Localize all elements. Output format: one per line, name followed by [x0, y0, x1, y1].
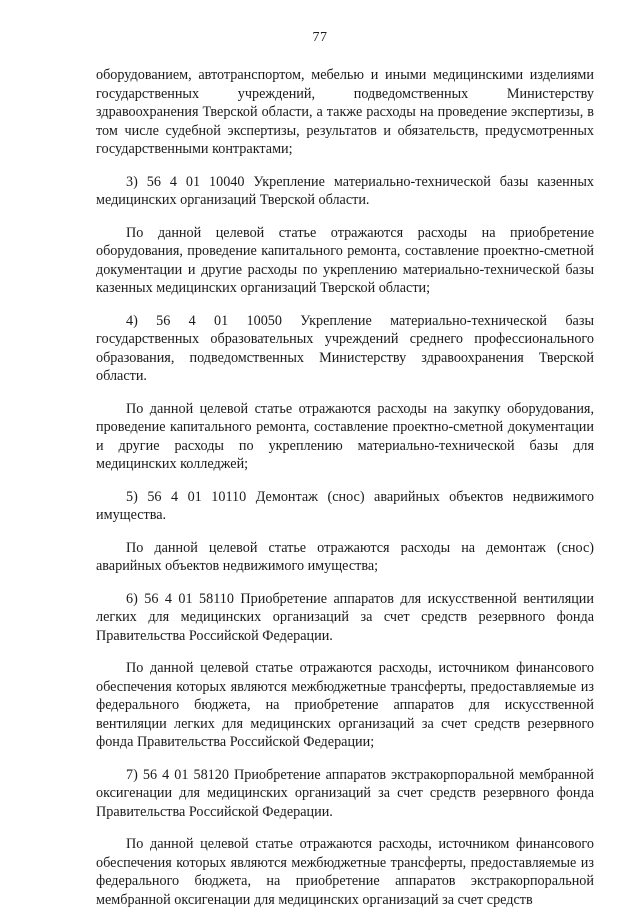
paragraph-item-7-description: По данной целевой статье отражаются расходы, источником финансового обеспечения которых являются межбюджетные трансферты, предоставляемые из федерального бюджета, на приобретение аппаратов экстракорпоральной мембранной оксигенации для медицинских организаций за счет средств	[96, 836, 594, 908]
page-number: 77	[312, 30, 328, 45]
paragraph-item-3-description: По данной целевой статье отражаются расходы на приобретение оборудования, проведение капитального ремонта, составление проектно-сметной документации и другие расходы по укреплению материально-технической базы казенных медицинских организаций Тверской области;	[96, 224, 594, 296]
paragraph-continuation: оборудованием, автотранспортом, мебелью и иными медицинскими изделиями государственных учреждений, подведомственных Министерству здравоохранения Тверской области, а также расходы на проведение экспертизы, в том числе судебной экспертизы, результатов и обязательств, предусмотренных государственными контрактами;	[96, 67, 594, 157]
paragraph-item-5-heading: 5) 56 4 01 10110 Демонтаж (снос) аварийных объектов недвижимого имущества.	[96, 488, 594, 523]
paragraph-item-3-heading: 3) 56 4 01 10040 Укрепление материально-технической базы казенных медицинских организаций Тверской области.	[96, 173, 594, 208]
paragraph-item-6-description: По данной целевой статье отражаются расходы, источником финансового обеспечения которых являются межбюджетные трансферты, предоставляемые из федерального бюджета, на приобретение аппаратов для искусственной вентиляции легких для медицинских организаций за счет средств резервного фонда Правительства Российской Федерации;	[96, 660, 594, 750]
paragraph-item-6-heading: 6) 56 4 01 58110 Приобретение аппаратов для искусственной вентиляции легких для медицинских организаций за счет средств резервного фонда Правительства Российской Федерации.	[96, 590, 594, 644]
paragraph-item-4-description: По данной целевой статье отражаются расходы на закупку оборудования, проведение капитального ремонта, составление проектно-сметной документации и другие расходы по укреплению материально-технической базы для медицинских колледжей;	[96, 400, 594, 472]
paragraph-item-5-description: По данной целевой статье отражаются расходы на демонтаж (снос) аварийных объектов недвижимого имущества;	[96, 539, 594, 574]
paragraph-item-4-heading: 4) 56 4 01 10050 Укрепление материально-технической базы государственных образовательных учреждений среднего профессионального образования, подведомственных Министерству здравоохранения Тверской области.	[96, 312, 594, 384]
document-body	[96, 66, 594, 923]
paragraph-item-7-heading: 7) 56 4 01 58120 Приобретение аппаратов экстракорпоральной мембранной оксигенации для медицинских организаций за счет средств резервного фонда Правительства Российской Федерации.	[96, 766, 594, 820]
